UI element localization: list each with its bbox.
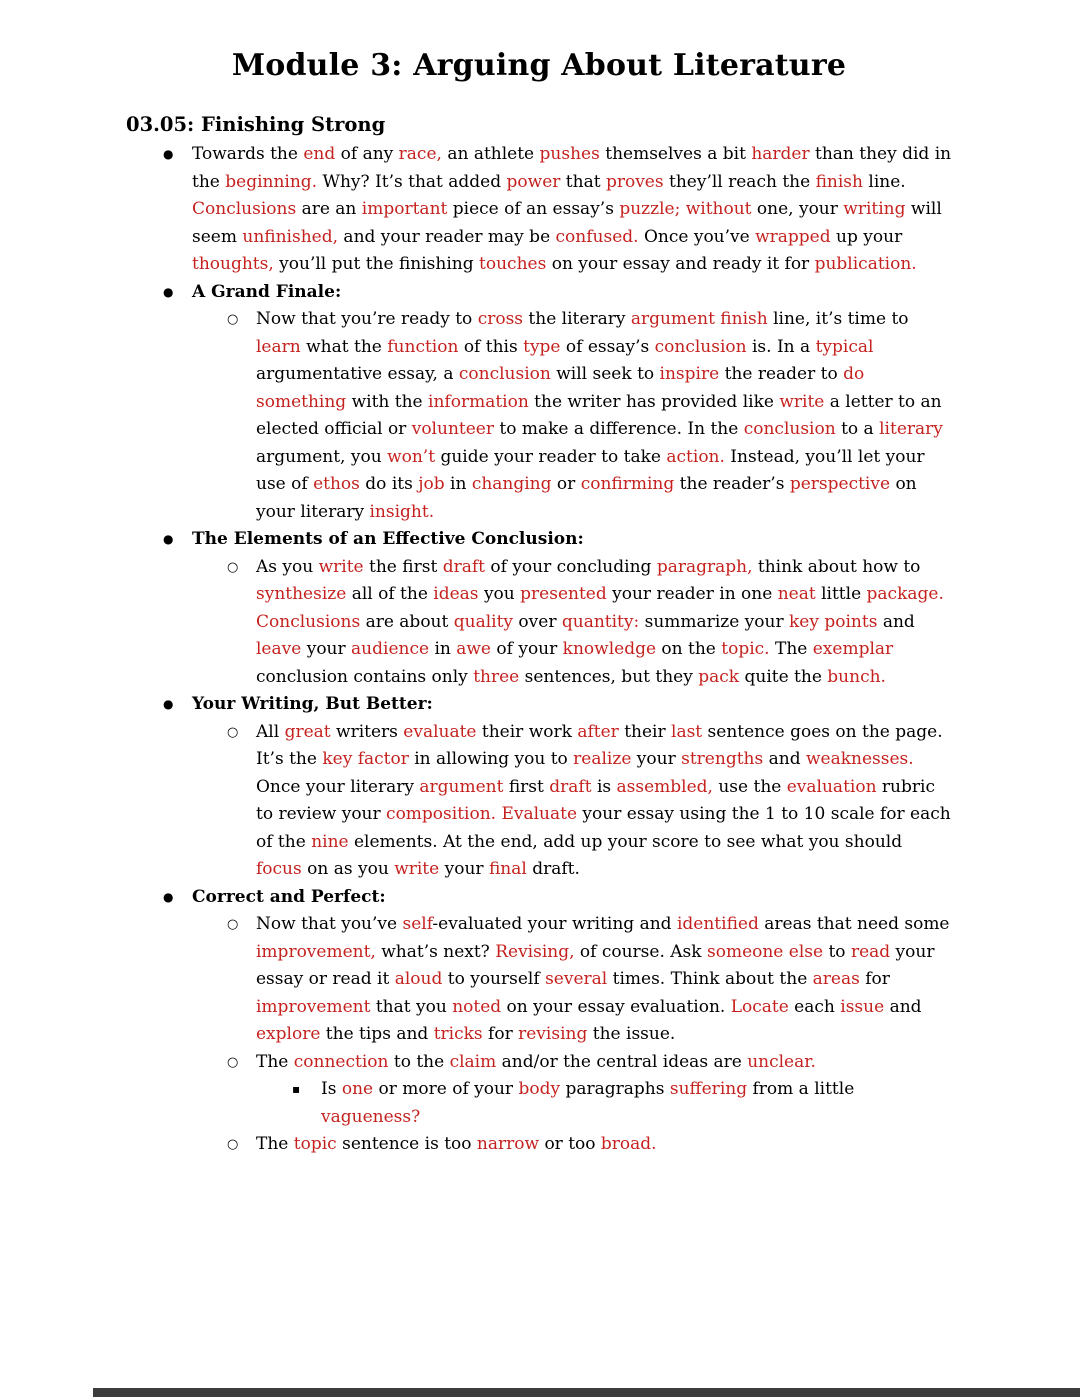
text-run: and [877,611,915,632]
highlighted-text: topic [293,1134,337,1154]
text-run: you’ll put the finishing [273,254,480,274]
text-run: on as you [301,859,395,879]
text-run: will seem [192,199,942,247]
text-run: Correct and Perfect: [192,886,386,907]
text-run: The [769,639,813,659]
bullet-marker-icon: ○ [227,559,239,575]
document-body [126,141,952,1159]
highlighted-text: improvement, [256,941,376,962]
text-run: on your literary [256,474,917,522]
highlighted-text: one [341,1079,374,1099]
highlighted-text: after [577,721,619,742]
text-run: Now that you’ve [256,914,403,934]
page-title: Module 3: Arguing About Literature [231,48,847,83]
list-item [126,1131,952,1159]
text-run: each [788,996,841,1017]
text-run: the issue. [587,1024,676,1044]
bullet-marker-icon: ● [163,284,174,299]
highlighted-text: pushes [539,144,600,164]
highlighted-text: argument [419,776,504,797]
highlighted-text: improvement [256,996,371,1017]
text-run: line, it’s time to [767,309,909,329]
text-run: guide your reader to take [435,446,667,467]
text-run: in [444,474,472,494]
bullet-marker-icon: ○ [227,917,239,932]
highlighted-text: publication. [814,254,917,274]
text-run: writers [330,721,404,742]
list-item-text [256,719,952,884]
highlighted-text: information [428,391,529,412]
highlighted-text: several [545,969,608,989]
highlighted-text: body [518,1079,561,1099]
list-item [126,884,952,912]
text-run: sentence goes on the page. It’s the [256,721,943,769]
highlighted-text: draft [442,556,485,577]
highlighted-text: learn [256,336,301,357]
text-run: with the [346,391,429,412]
text-run: is. In a [746,336,816,357]
text-run: of any [335,144,399,164]
highlighted-text: connection [293,1051,389,1072]
text-run: the first [363,556,443,577]
text-run: line. [862,171,906,192]
highlighted-text: package. [866,584,944,604]
text-run: rubric to review your [256,776,935,824]
highlighted-text: focus [256,859,302,879]
text-run: from a little [747,1079,855,1099]
text-run: Why? It’s that added [317,171,507,192]
highlighted-text: confused. [555,226,639,247]
highlighted-text: thoughts, [192,254,274,274]
text-run: areas that need some [758,914,950,934]
text-run: sentence is too [336,1134,477,1154]
text-run: or more of your [373,1079,519,1099]
highlighted-text: knowledge [562,639,657,659]
bullet-marker-icon: ● [163,532,174,546]
text-run: first [503,776,550,797]
highlighted-text: strengths [681,749,764,769]
list-item [126,1049,952,1077]
text-run: conclusion contains only [256,666,474,687]
text-run: what the [300,336,388,357]
text-run: Your Writing, But Better: [192,694,433,714]
list-item-text [192,691,952,719]
highlighted-text: revising [518,1024,588,1044]
section-heading: 03.05: Finishing Strong [126,113,386,136]
bullet-marker-icon: ● [163,147,174,161]
highlighted-text: writing [843,199,906,219]
text-run: all of the [346,584,434,604]
text-run: the reader to [719,364,844,384]
list-item [126,279,952,307]
highlighted-text: action. [666,446,725,467]
highlighted-text: assembled, [616,776,713,797]
text-run: The [256,1051,294,1072]
text-run: or too [539,1134,601,1154]
highlighted-text: race, [398,144,442,164]
text-run: elements. At the end, add up your score to see what you should [348,831,903,852]
highlighted-text: won’t [387,446,436,467]
highlighted-text: harder [751,144,810,164]
text-run: on your essay and ready it for [546,254,815,274]
text-run: the tips and [320,1024,434,1044]
list-item-text [256,1049,952,1077]
highlighted-text: function [387,336,459,357]
list-item [126,554,952,692]
highlighted-text: evaluation [786,776,877,797]
text-run: are an [296,199,362,219]
text-run: and [763,749,806,769]
list-item-text [256,911,952,1049]
highlighted-text: final [488,859,527,879]
highlighted-text: evaluate [403,721,477,742]
highlighted-text: Locate [730,996,789,1017]
bullet-marker-icon: ● [163,697,174,711]
text-run: themselves a bit [599,144,752,164]
highlighted-text: vagueness? [321,1106,421,1127]
text-run: and [884,996,922,1017]
text-run: a letter to an elected official or [256,391,942,439]
text-run: on the [656,639,722,659]
text-run: that [560,171,606,192]
text-run: their work [476,721,578,742]
text-run: draft. [526,859,580,879]
highlighted-text: great [284,721,331,742]
text-run: of essay’s [560,336,655,357]
highlighted-text: pack [698,666,740,687]
highlighted-text: nine [311,831,349,852]
highlighted-text: quality [453,611,514,632]
highlighted-text: finish [815,171,863,192]
highlighted-text: wrapped [755,226,831,247]
highlighted-text: job [418,474,445,494]
highlighted-text: draft [549,776,592,797]
text-run: Towards the [192,144,304,164]
list-item [126,141,952,279]
page-break-bar [93,1388,1080,1397]
text-run: think about how to [752,556,921,577]
list-item-text [192,141,952,279]
text-run: All [256,721,285,742]
highlighted-text: Conclusions [256,611,361,632]
bullet-marker-icon: ○ [227,312,239,327]
highlighted-text: three [473,666,520,687]
highlighted-text: inspire [659,364,720,384]
highlighted-text: audience [351,639,430,659]
text-run: up your [830,226,903,247]
text-run: A Grand Finale: [192,281,342,302]
text-run: an athlete [441,144,540,164]
highlighted-text: last [671,721,703,742]
highlighted-text: noted [452,996,502,1017]
highlighted-text: tricks [433,1024,483,1044]
text-run: over [513,611,562,632]
text-run: Now that you’re ready to [256,309,478,329]
highlighted-text: leave [256,639,302,659]
highlighted-text: issue [840,996,885,1017]
text-run: little [815,584,867,604]
text-run: to [823,941,851,962]
list-item [126,526,952,554]
highlighted-text: identified [676,914,759,934]
highlighted-text: beginning. [225,171,318,192]
text-run: paragraphs [560,1079,670,1099]
highlighted-text: ideas [433,584,479,604]
text-run: Is [321,1079,342,1099]
list-item-text [192,526,952,554]
text-run: one, your [751,199,844,219]
text-run: sentences, but they [519,666,699,687]
text-run: of this [458,336,524,357]
text-run: The Elements of an Effective Conclusion: [192,529,584,549]
text-run: that you [370,996,453,1017]
highlighted-text: paragraph, [656,556,753,577]
text-run: are about [360,611,454,632]
list-item [126,691,952,719]
text-run: what’s next? [375,941,496,962]
text-run: -evaluated your writing and [432,914,677,934]
text-run: to yourself [442,969,546,989]
text-run: to a [835,419,880,439]
list-item-text [256,306,952,526]
bullet-marker-icon: ○ [227,1054,239,1070]
highlighted-text: exemplar [812,639,894,659]
highlighted-text: cross [477,309,524,329]
highlighted-text: topic. [721,639,770,659]
list-item-text [321,1076,952,1131]
highlighted-text: touches [479,254,547,274]
text-run: times. Think about the [607,969,813,989]
text-run: quite the [739,666,828,687]
highlighted-text: composition. [386,804,497,824]
highlighted-text: narrow [476,1134,540,1154]
highlighted-text: write [394,859,440,879]
highlighted-text: key points [789,611,878,632]
highlighted-text: read [850,941,891,962]
text-run: than they did in the [192,144,952,192]
text-run: the reader’s [674,474,790,494]
text-run: your [631,749,682,769]
highlighted-text: suffering [669,1079,748,1099]
highlighted-text: presented [520,584,607,604]
highlighted-text: type [523,336,561,357]
highlighted-text: power [506,171,561,192]
highlighted-text: conclusion [458,364,551,384]
bullet-marker-icon: ○ [227,724,239,740]
text-run: in [429,639,457,659]
highlighted-text: literary [879,419,943,439]
list-item [126,719,952,884]
text-run: your [301,639,352,659]
highlighted-text: aloud [394,969,443,989]
highlighted-text: ethos [313,474,360,494]
highlighted-text: argument finish [630,309,768,329]
highlighted-text: self [402,914,433,934]
text-run: will seek to [550,364,660,384]
text-run: The [256,1134,294,1154]
list-item [126,306,952,526]
text-run: of your [491,639,563,659]
highlighted-text: volunteer [411,419,494,439]
text-run: their [618,721,672,742]
highlighted-text: perspective [789,474,891,494]
highlighted-text: Conclusions [192,199,297,219]
highlighted-text: Evaluate [501,804,578,824]
highlighted-text: important [361,199,448,219]
highlighted-text: awe [456,639,491,659]
highlighted-text: conclusion [654,336,747,357]
highlighted-text: write [318,556,364,577]
text-run: to the [388,1051,450,1072]
highlighted-text: confirming [580,474,675,494]
highlighted-text: realize [573,749,632,769]
highlighted-text: unclear. [747,1051,816,1072]
text-run: for [859,969,890,989]
text-run: your reader in one [606,584,778,604]
text-run: use the [712,776,787,797]
text-run: piece of an essay’s [447,199,620,219]
highlighted-text: write [779,391,825,412]
text-run: in allowing you to [408,749,574,769]
highlighted-text: unfinished, [242,226,339,247]
text-run: of your concluding [484,556,657,577]
text-run: As you [256,556,319,577]
text-run: your [439,859,489,879]
bullet-marker-icon: ● [163,889,174,904]
text-run: Once you’ve [638,226,756,247]
text-run: and your reader may be [338,226,556,247]
bullet-marker-icon: ▪ [292,1082,301,1096]
list-item [126,911,952,1049]
list-item-text [192,884,952,912]
text-run: of course. Ask [574,941,707,962]
highlighted-text: without [685,199,752,219]
text-run: do its [359,474,419,494]
highlighted-text: someone else [706,941,824,962]
highlighted-text: changing [471,474,552,494]
text-run: on your essay evaluation. [501,996,731,1017]
highlighted-text: neat [777,584,816,604]
highlighted-text: proves [605,171,664,192]
highlighted-text: quantity: [561,611,640,632]
highlighted-text: do something [256,364,865,412]
text-run: Instead, you’ll let your use of [256,446,925,494]
highlighted-text: bunch. [827,666,886,687]
text-run: the writer has provided like [528,391,780,412]
list-item [126,1076,952,1131]
text-run: is [591,776,617,797]
highlighted-text: weaknesses. [805,749,914,769]
highlighted-text: Revising, [495,941,575,962]
text-run: Once your literary [256,776,420,797]
highlighted-text: broad. [600,1134,657,1154]
list-item-text [256,554,952,692]
text-run: argumentative essay, a [256,364,459,384]
text-run: they’ll reach the [663,171,816,192]
text-run: to make a difference. In the [493,419,744,439]
text-run: and/or the central ideas are [496,1051,748,1072]
highlighted-text: puzzle; [619,199,681,219]
text-run: you [478,584,521,604]
highlighted-text: typical [815,336,874,357]
list-item-text [256,1131,952,1159]
highlighted-text: claim [449,1051,497,1072]
highlighted-text: insight. [369,501,435,522]
text-run: or [551,474,581,494]
text-run: the literary [523,309,631,329]
highlighted-text: areas [812,969,860,989]
bullet-marker-icon: ○ [227,1137,239,1152]
text-run: argument, you [256,446,388,467]
text-run: for [482,1024,519,1044]
highlighted-text: conclusion [743,419,836,439]
highlighted-text: key factor [322,749,409,769]
highlighted-text: end [303,144,336,164]
text-run: your essay or read it [256,941,935,989]
highlighted-text: synthesize [256,584,347,604]
highlighted-text: explore [256,1024,321,1044]
text-run: summarize your [639,611,789,632]
text-run: your essay using the 1 to 10 scale for each of the [256,804,951,852]
list-item-text [192,279,952,307]
